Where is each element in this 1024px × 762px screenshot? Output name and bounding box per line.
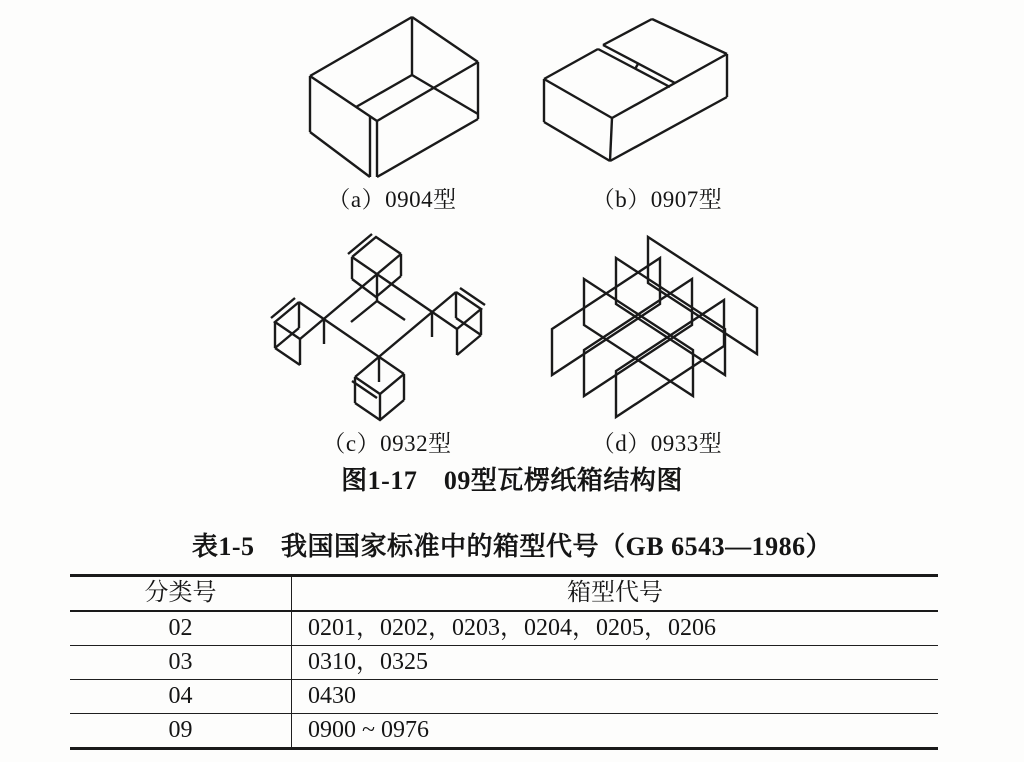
table-cell-class-no: 03: [70, 646, 292, 679]
box-code-table: [70, 574, 938, 750]
table-row: [70, 714, 938, 747]
figure-sublabel-c: （c）0932型: [322, 431, 452, 456]
table-caption: 表1-5 我国国家标准中的箱型代号（GB 6543—1986）: [191, 532, 833, 561]
table-cell-class-no: 09: [70, 714, 292, 747]
table-cell-class-no: 02: [70, 612, 292, 645]
figure-sublabel-a: （a）0904型: [327, 187, 457, 212]
box-drawing-0933: [540, 222, 780, 437]
table-cell-codes: 0201，0202，0203，0204，0205，0206: [308, 615, 716, 641]
table-cell-codes: 0900 ~ 0976: [308, 717, 429, 743]
box-drawing-0904: [260, 4, 520, 189]
table-cell-codes: 0430: [308, 683, 356, 709]
table-header-codes: 箱型代号: [567, 580, 663, 606]
figure-caption: 图1-17 09型瓦楞纸箱结构图: [341, 466, 683, 495]
table-row: [70, 646, 938, 680]
box-drawing-0907: [532, 4, 762, 189]
table-cell-codes: 0310，0325: [308, 649, 428, 675]
figure-sublabel-d: （d）0933型: [591, 431, 723, 456]
box-drawing-0932: [252, 224, 517, 429]
table-row: [70, 612, 938, 646]
table-row: [70, 680, 938, 714]
table-header-class-no: 分类号: [70, 577, 292, 610]
table-header-row: [70, 577, 938, 612]
table-cell-class-no: 04: [70, 680, 292, 713]
figure-sublabel-b: （b）0907型: [591, 187, 723, 212]
